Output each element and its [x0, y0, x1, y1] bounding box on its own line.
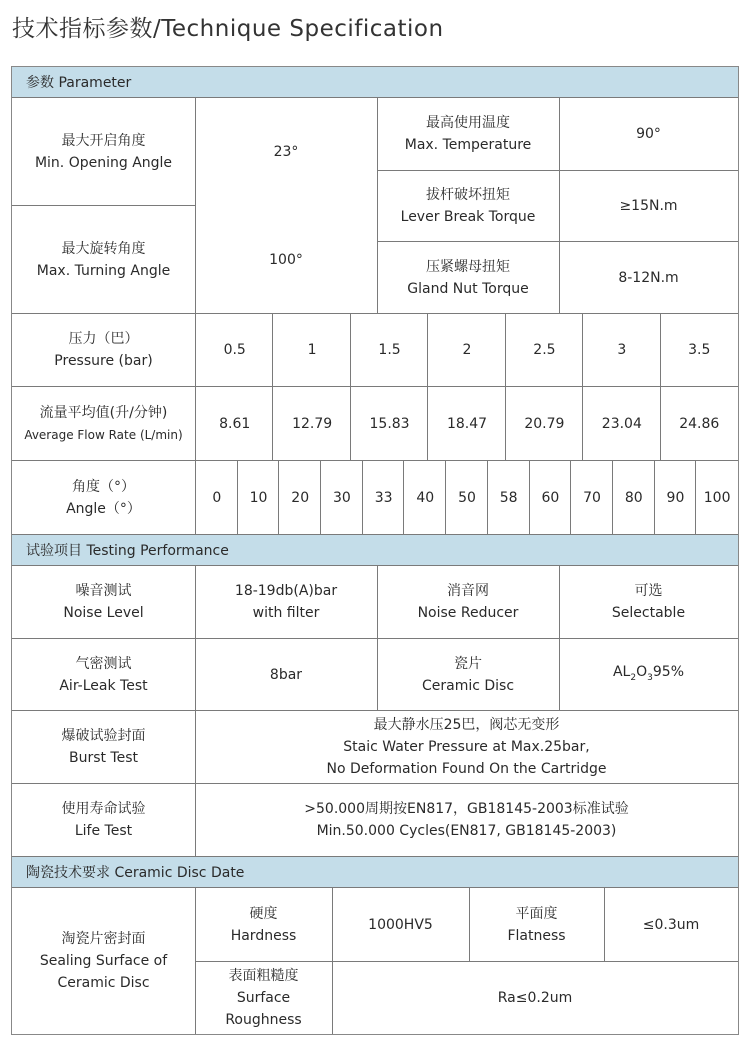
pressure-value: 0.5 [223, 342, 246, 358]
roughness-en2: Roughness [225, 1012, 302, 1028]
life-line1: >50.000周期按EN817，GB18145-2003标准试验 [304, 801, 629, 817]
divider [377, 170, 738, 171]
pressure-cell [661, 314, 738, 386]
section-header-ceramic [12, 857, 738, 887]
flow-value: 12.79 [292, 415, 333, 432]
angle-cell [613, 461, 655, 534]
temperature-value-text: 90° [636, 126, 661, 142]
noise-value [195, 566, 377, 638]
flow-label [12, 387, 195, 460]
section-title-testing: 试验项目 Testing Performance [26, 543, 229, 559]
opening-angle-label [12, 98, 195, 205]
noise-label [12, 566, 195, 638]
angle-cell [404, 461, 446, 534]
ceramic-disc-material [559, 639, 738, 710]
flow-cn: 流量平均值(升/分钟) [39, 404, 168, 421]
flow-cell [273, 387, 350, 460]
divider [559, 566, 560, 710]
pressure-en: Pressure (bar) [54, 353, 153, 369]
material-sub1: 2 [630, 672, 637, 683]
angle-cell [571, 461, 613, 534]
noise-en: Noise Level [63, 605, 144, 621]
divider [505, 314, 506, 386]
lever-torque-value-text: ≥15N.m [619, 198, 678, 214]
angle-cell [488, 461, 530, 534]
flow-value: 15.83 [369, 415, 410, 432]
sealing-line1: 淘瓷片密封面 [61, 931, 146, 947]
gland-torque-value-text: 8-12N.m [618, 269, 679, 286]
air-leak-cn: 气密测试 [75, 655, 132, 672]
divider [12, 565, 738, 566]
divider [377, 566, 378, 710]
divider [487, 461, 488, 534]
flow-value: 18.47 [446, 415, 488, 432]
angle-value: 10 [249, 489, 268, 506]
divider [12, 386, 738, 387]
opening-angle-cn: 最大开启角度 [61, 132, 146, 149]
angle-en: Angle（°） [66, 500, 141, 517]
noise-value-line1: 18-19db(A)bar [234, 583, 338, 599]
lever-torque-en: Lever Break Torque [400, 209, 536, 225]
angle-value: 60 [541, 489, 560, 506]
angle-label [12, 461, 195, 534]
divider [427, 314, 428, 386]
noise-reducer [377, 566, 559, 638]
divider [403, 461, 404, 534]
angle-value: 20 [291, 489, 310, 506]
flatness-value [604, 888, 738, 961]
temperature-label [377, 98, 559, 170]
divider [12, 856, 738, 857]
flow-cell [351, 387, 428, 460]
divider [469, 888, 470, 961]
angle-cell [446, 461, 488, 534]
temperature-value [559, 98, 738, 170]
temperature-en: Max. Temperature [404, 137, 532, 153]
hardness-value-text: 1000HV5 [368, 916, 433, 933]
angle-cell [238, 461, 280, 534]
flow-cell [661, 387, 738, 460]
noise-selectable [559, 566, 738, 638]
flatness-en: Flatness [507, 927, 566, 944]
divider [272, 314, 273, 386]
angle-value: 90 [666, 489, 685, 506]
pressure-value: 3.5 [688, 342, 711, 358]
air-leak-en: Air-Leak Test [59, 677, 148, 694]
selectable-cn: 可选 [634, 583, 663, 599]
noise-reducer-cn: 消音网 [447, 583, 489, 599]
hardness-value [332, 888, 469, 961]
divider [377, 98, 378, 313]
selectable-en: Selectable [611, 605, 686, 621]
pressure-cell [196, 314, 273, 386]
lever-torque-value [559, 171, 738, 241]
divider [660, 387, 661, 460]
angle-value: 80 [624, 489, 643, 506]
turning-angle-cn: 最大旋转角度 [61, 240, 146, 257]
angle-value: 0 [212, 489, 222, 506]
divider [695, 461, 696, 534]
life-value [195, 784, 738, 856]
section-title-ceramic: 陶瓷技术要求 Ceramic Disc Date [26, 865, 245, 881]
angle-value: 70 [583, 489, 601, 506]
flow-en: Average Flow Rate (L/min) [24, 427, 183, 442]
material-formula [613, 661, 684, 689]
burst-en: Burst Test [68, 750, 139, 766]
divider [350, 387, 351, 460]
divider [612, 461, 613, 534]
pressure-value: 1.5 [378, 342, 401, 358]
flow-value: 24.86 [679, 415, 720, 432]
divider [362, 461, 363, 534]
pressure-label [12, 314, 195, 386]
burst-value [195, 711, 738, 783]
divider [12, 638, 738, 639]
burst-label [12, 711, 195, 783]
sealing-line3: Ceramic Disc [57, 975, 150, 991]
divider [278, 461, 279, 534]
flatness-value-text: ≤0.3um [642, 916, 700, 933]
divider [195, 888, 196, 1034]
angle-cell [696, 461, 738, 534]
burst-line1: 最大静水压25巴，阀芯无变形 [373, 717, 560, 733]
pressure-cell [583, 314, 660, 386]
page-title: 技术指标参数/Technique Specification [12, 16, 444, 42]
pressure-value: 3 [617, 342, 627, 358]
spec-table [11, 66, 739, 1035]
hardness-label [195, 888, 332, 961]
section-header-parameter [12, 67, 738, 97]
angle-cell [530, 461, 572, 534]
opening-angle-en: Min. Opening Angle [34, 154, 173, 171]
divider [660, 314, 661, 386]
ceramic-disc-en: Ceramic Disc [421, 677, 515, 694]
flow-value: 8.61 [219, 415, 251, 432]
air-leak-value-text: 8bar [269, 666, 303, 683]
pressure-cell [428, 314, 505, 386]
opening-angle-value [195, 98, 377, 205]
lever-torque-label [377, 171, 559, 241]
flow-cell [506, 387, 583, 460]
flow-cell [196, 387, 273, 460]
pressure-cell [506, 314, 583, 386]
divider [445, 461, 446, 534]
divider [570, 461, 571, 534]
roughness-en1: Surface [236, 990, 291, 1006]
life-en: Life Test [74, 823, 133, 839]
lever-torque-cn: 拔杆破坏扭矩 [426, 187, 510, 203]
air-leak-label [12, 639, 195, 710]
divider [12, 783, 738, 784]
angle-value: 40 [416, 489, 435, 506]
pressure-cell [351, 314, 428, 386]
pressure-cn: 压力（巴） [68, 331, 139, 347]
burst-cn: 爆破试验封面 [61, 728, 146, 744]
hardness-cn: 硬度 [249, 905, 278, 922]
divider [505, 387, 506, 460]
sealing-label [12, 888, 195, 1034]
flatness-label [469, 888, 604, 961]
life-label [12, 784, 195, 856]
divider [12, 534, 738, 535]
flow-value: 23.04 [601, 415, 642, 432]
angle-value: 33 [374, 489, 393, 506]
divider [237, 461, 238, 534]
opening-angle-value-text: 23° [273, 143, 299, 160]
ceramic-disc-cn: 瓷片 [454, 655, 482, 672]
roughness-label [195, 962, 332, 1034]
pressure-cell [273, 314, 350, 386]
burst-line2: Staic Water Pressure at Max.25bar, [343, 739, 590, 755]
material-sub2: 3 [647, 672, 653, 683]
flow-cell [583, 387, 660, 460]
gland-torque-cn: 压紧螺母扭矩 [426, 258, 510, 275]
divider [320, 461, 321, 534]
pressure-value: 2.5 [533, 342, 556, 358]
flatness-cn: 平面度 [515, 905, 558, 922]
ceramic-disc-label [377, 639, 559, 710]
air-leak-value [195, 639, 377, 710]
divider [272, 387, 273, 460]
angle-value: 50 [458, 489, 476, 506]
turning-angle-value [195, 206, 377, 313]
angle-cell [363, 461, 405, 534]
divider [582, 387, 583, 460]
material-b: O [636, 663, 648, 680]
noise-cn: 噪音测试 [75, 583, 132, 599]
roughness-value-text: Ra≤0.2um [497, 990, 573, 1006]
life-line2: Min.50.000 Cycles(EN817, GB18145-2003) [316, 823, 617, 839]
divider [582, 314, 583, 386]
gland-torque-en: Gland Nut Torque [407, 280, 529, 297]
divider [529, 461, 530, 534]
divider [332, 888, 333, 1034]
burst-line3: No Deformation Found On the Cartridge [326, 761, 607, 777]
divider [12, 205, 195, 206]
turning-angle-label [12, 206, 195, 313]
flow-value: 20.79 [524, 415, 565, 432]
section-header-testing [12, 535, 738, 565]
divider [12, 710, 738, 711]
divider [654, 461, 655, 534]
roughness-value [332, 962, 738, 1034]
angle-cn: 角度（°） [72, 478, 135, 495]
noise-reducer-en: Noise Reducer [417, 605, 519, 621]
noise-value-line2: with filter [252, 605, 320, 621]
divider [12, 460, 738, 461]
divider [195, 98, 196, 534]
sealing-line2: Sealing Surface of [39, 953, 168, 969]
angle-value: 30 [332, 489, 351, 506]
angle-cell [279, 461, 321, 534]
divider [12, 313, 738, 314]
gland-torque-label [377, 242, 559, 313]
divider [604, 888, 605, 961]
divider [195, 566, 196, 856]
material-c: 95% [652, 663, 684, 680]
pressure-value: 1 [307, 342, 317, 358]
angle-cell [321, 461, 363, 534]
life-cn: 使用寿命试验 [61, 801, 146, 817]
gland-torque-value [559, 242, 738, 313]
divider [195, 961, 738, 962]
divider [12, 887, 738, 888]
hardness-en: Hardness [230, 927, 297, 944]
flow-cell [428, 387, 505, 460]
angle-cell [655, 461, 697, 534]
angle-cell [196, 461, 238, 534]
pressure-value: 2 [462, 342, 472, 358]
roughness-cn: 表面粗糙度 [228, 968, 299, 984]
angle-value: 100 [703, 489, 731, 506]
section-title-parameter: 参数 Parameter [26, 75, 132, 91]
temperature-cn: 最高使用温度 [426, 115, 510, 131]
divider [350, 314, 351, 386]
turning-angle-value-text: 100° [269, 251, 303, 268]
turning-angle-en: Max. Turning Angle [36, 262, 171, 279]
divider [427, 387, 428, 460]
material-a: AL [612, 663, 631, 680]
divider [377, 241, 738, 242]
divider [559, 98, 560, 313]
angle-value: 58 [499, 489, 518, 506]
